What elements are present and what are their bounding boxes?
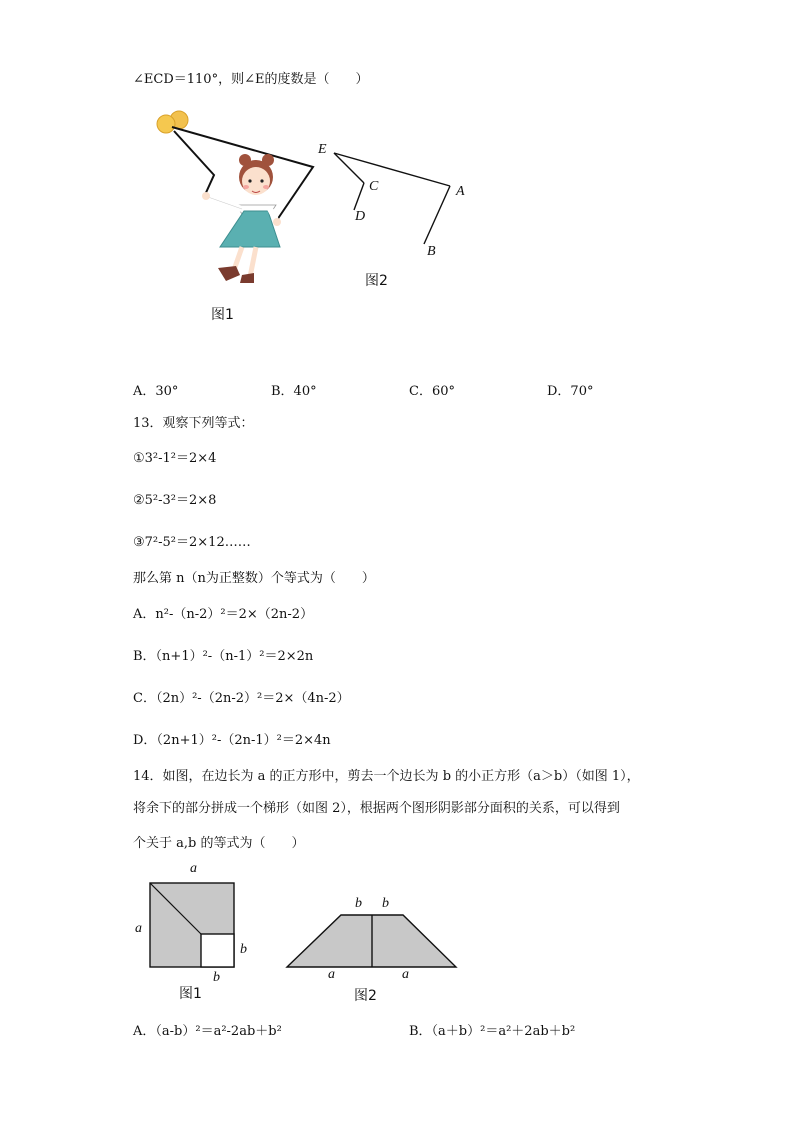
q12-fig1-caption: 图1 bbox=[211, 307, 234, 323]
q12-option-b[interactable]: B．40° bbox=[271, 384, 317, 399]
q12-stem: ∠ECD＝110°，则∠E的度数是（ ） bbox=[133, 72, 369, 87]
label-e: E bbox=[318, 142, 327, 157]
q14-fig2-label-top-right: b bbox=[382, 896, 389, 911]
q14-fig2-label-bottom-left: a bbox=[328, 967, 335, 982]
q14-fig1-label-top: a bbox=[190, 861, 197, 876]
q14-fig1-caption: 图1 bbox=[179, 986, 202, 1002]
q13-equation-3: ③7²-5²＝2×12…… bbox=[133, 535, 251, 550]
q13-question: 那么第 n（n为正整数）个等式为（ ） bbox=[133, 571, 375, 586]
label-d: D bbox=[355, 209, 366, 224]
q14-fig1-label-bottom: b bbox=[213, 970, 220, 985]
q14-fig2-caption: 图2 bbox=[354, 988, 377, 1004]
q14-stem-line-2: 将余下的部分拼成一个梯形（如图 2），根据两个图形阴影部分面积的关系，可以得到 bbox=[133, 801, 620, 816]
q14-option-b[interactable]: B．（a＋b）²＝a²＋2ab＋b² bbox=[409, 1024, 576, 1039]
q13-option-c[interactable]: C．（2n）²-（2n-2）²＝2×（4n-2） bbox=[133, 691, 350, 706]
q12-figure-2 bbox=[330, 148, 480, 258]
q14-fig1-label-right: b bbox=[240, 942, 247, 957]
q12-option-a[interactable]: A．30° bbox=[133, 384, 179, 399]
q14-figure-2 bbox=[286, 914, 458, 970]
q14-figure-1 bbox=[149, 882, 239, 972]
q12-fig2-caption: 图2 bbox=[365, 273, 388, 289]
q14-stem-line-3: 个关于 a,b 的等式为（ ） bbox=[133, 836, 305, 851]
label-c: C bbox=[369, 179, 379, 194]
q14-option-a[interactable]: A．（a-b）²＝a²-2ab＋b² bbox=[133, 1024, 282, 1039]
q14-fig1-label-left: a bbox=[135, 921, 142, 936]
q12-figure-1 bbox=[150, 105, 320, 295]
q12-option-d[interactable]: D．70° bbox=[547, 384, 594, 399]
q14-fig2-label-bottom-right: a bbox=[402, 967, 409, 982]
label-b: B bbox=[427, 244, 436, 259]
q13-option-d[interactable]: D．（2n+1）²-（2n-1）²＝2×4n bbox=[133, 733, 331, 748]
q12-option-c[interactable]: C．60° bbox=[409, 384, 455, 399]
q13-equation-2: ②5²-3²＝2×8 bbox=[133, 493, 217, 508]
balloon-icon bbox=[157, 115, 175, 133]
q14-fig2-label-top-left: b bbox=[355, 896, 362, 911]
q13-equation-1: ①3²-1²＝2×4 bbox=[133, 451, 217, 466]
q13-stem: 13．观察下列等式： bbox=[133, 416, 254, 431]
q13-option-b[interactable]: B．（n+1）²-（n-1）²＝2×2n bbox=[133, 649, 314, 664]
q13-option-a[interactable]: A．n²-（n-2）²＝2×（2n-2） bbox=[133, 607, 314, 622]
label-a: A bbox=[456, 184, 465, 199]
rope-line bbox=[174, 131, 214, 197]
q14-stem-line-1: 14．如图，在边长为 a 的正方形中，剪去一个边长为 b 的小正方形（a＞b）（如图 1）， bbox=[133, 769, 640, 784]
